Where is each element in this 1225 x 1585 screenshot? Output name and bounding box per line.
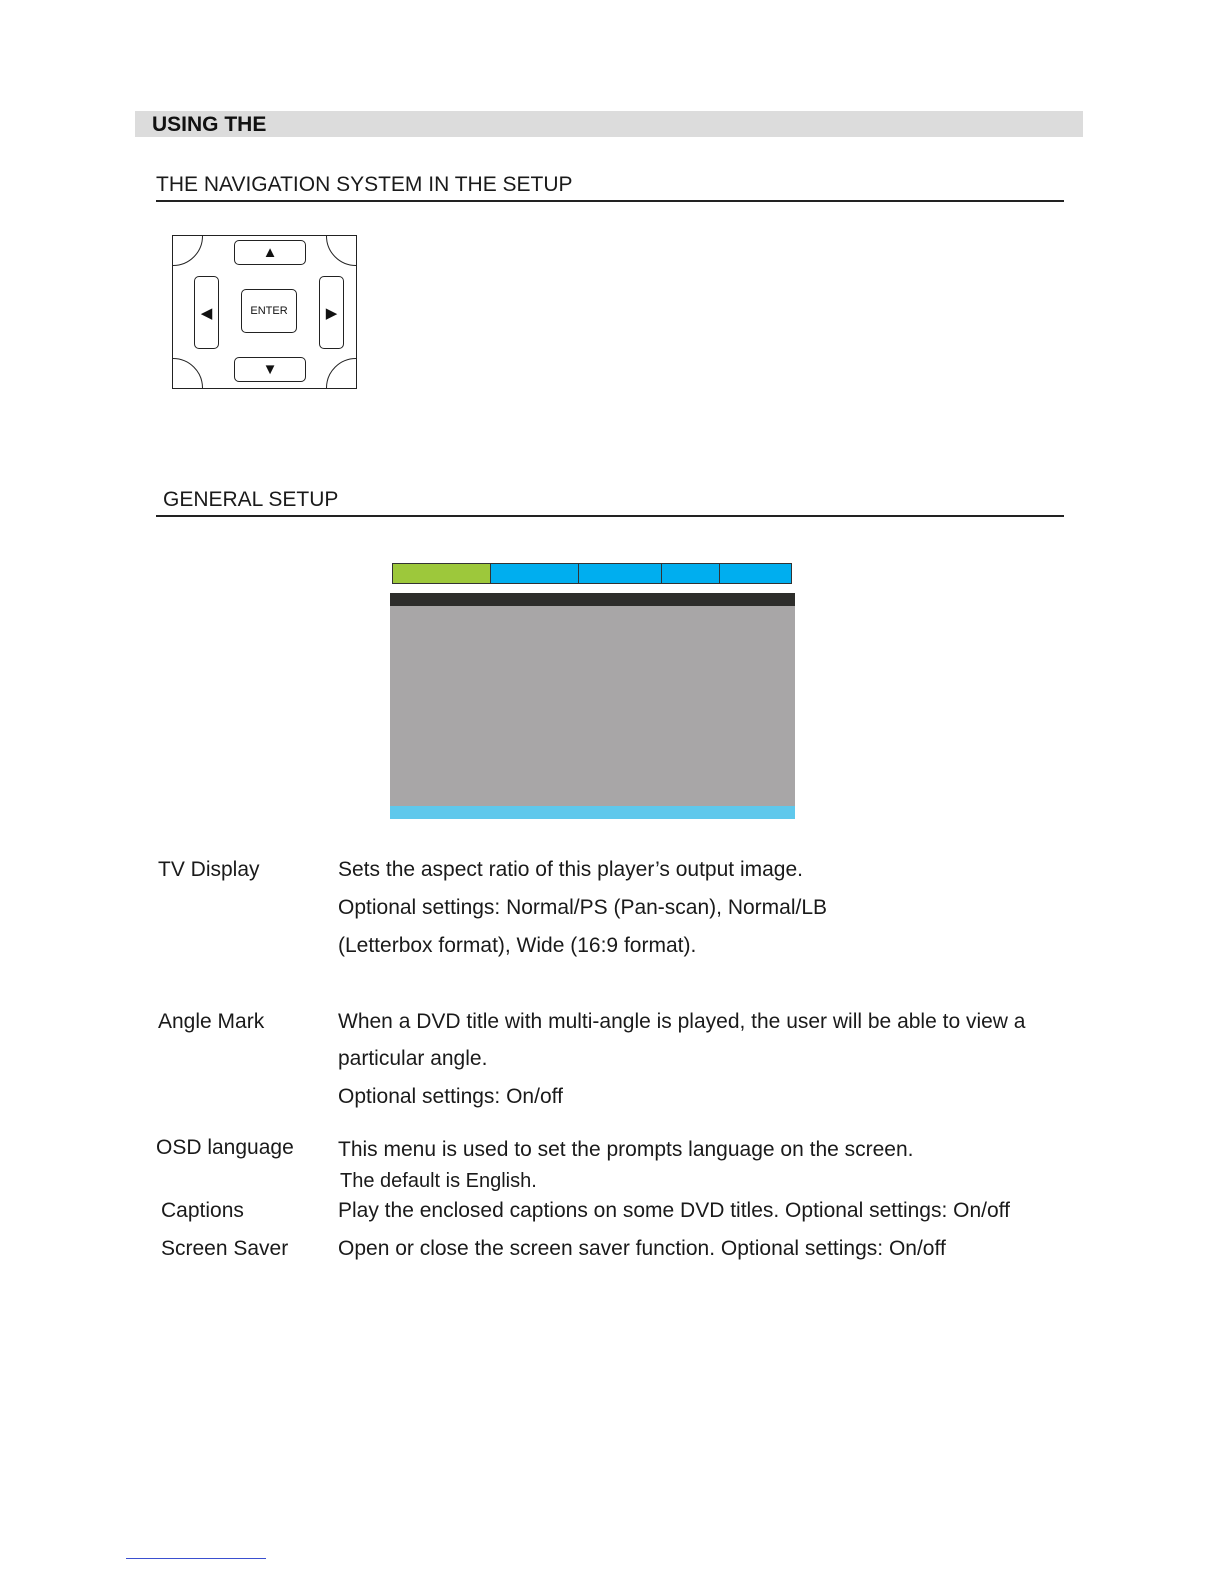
enter-key-label: ENTER [250,305,288,317]
setting-term-captions: Captions [161,1199,244,1222]
navigation-heading [156,173,1064,202]
right-arrow-key [319,276,344,349]
setting-desc-line: When a DVD title with multi-angle is played, the user will be able to view a [338,1010,1026,1033]
osd-tab [662,564,720,583]
osd-menu-body [390,606,795,806]
keypad-corner [326,236,356,266]
setting-term-angle-mark: Angle Mark [158,1010,265,1033]
keypad-corner [173,358,203,388]
general-setup-heading [156,488,1064,517]
osd-tab [579,564,662,583]
keypad-corner [326,358,356,388]
remote-keypad-diagram [172,235,357,389]
enter-key [241,289,297,333]
setting-desc-line: The default is English. [340,1170,537,1192]
setting-desc-line: Sets the aspect ratio of this player’s output image. [338,858,803,881]
up-arrow-key [234,240,306,265]
down-arrow-icon: ▼ [262,361,278,378]
right-arrow-icon: ▶ [325,304,338,322]
setting-desc-line: (Letterbox format), Wide (16:9 format). [338,934,697,957]
up-arrow-icon: ▲ [262,244,278,261]
osd-tab-general [393,564,491,583]
setting-desc-line: This menu is used to set the prompts language on the screen. [338,1138,914,1161]
section-banner [135,111,1083,137]
down-arrow-key [234,357,306,382]
setting-desc-line: Optional settings: Normal/PS (Pan-scan), Normal/LB [338,896,828,919]
setting-term-osd-language: OSD language [156,1136,294,1159]
osd-menu-titlebar [390,593,795,606]
setting-desc-line: Optional settings: On/off [338,1085,563,1108]
section-title: USING THE [152,113,267,136]
setting-desc-line: particular angle. [338,1047,488,1070]
osd-menu-footer [390,806,795,819]
navigation-heading-text: THE NAVIGATION SYSTEM IN THE SETUP [156,173,573,196]
setting-desc-line: Play the enclosed captions on some DVD titles. Optional settings: On/off [338,1199,1010,1222]
keypad-corner [173,236,203,266]
setting-desc-line: Open or close the screen saver function. Optional settings: On/off [338,1237,946,1260]
left-arrow-key [194,276,219,349]
footer-rule [126,1558,266,1559]
osd-menu-tabs [392,563,792,584]
osd-tab [491,564,579,583]
setting-term-screen-saver: Screen Saver [161,1237,289,1260]
setting-term-tv-display: TV Display [158,858,260,881]
general-setup-heading-text: GENERAL SETUP [163,488,339,511]
osd-tab [720,564,791,583]
left-arrow-icon: ◀ [200,304,213,322]
